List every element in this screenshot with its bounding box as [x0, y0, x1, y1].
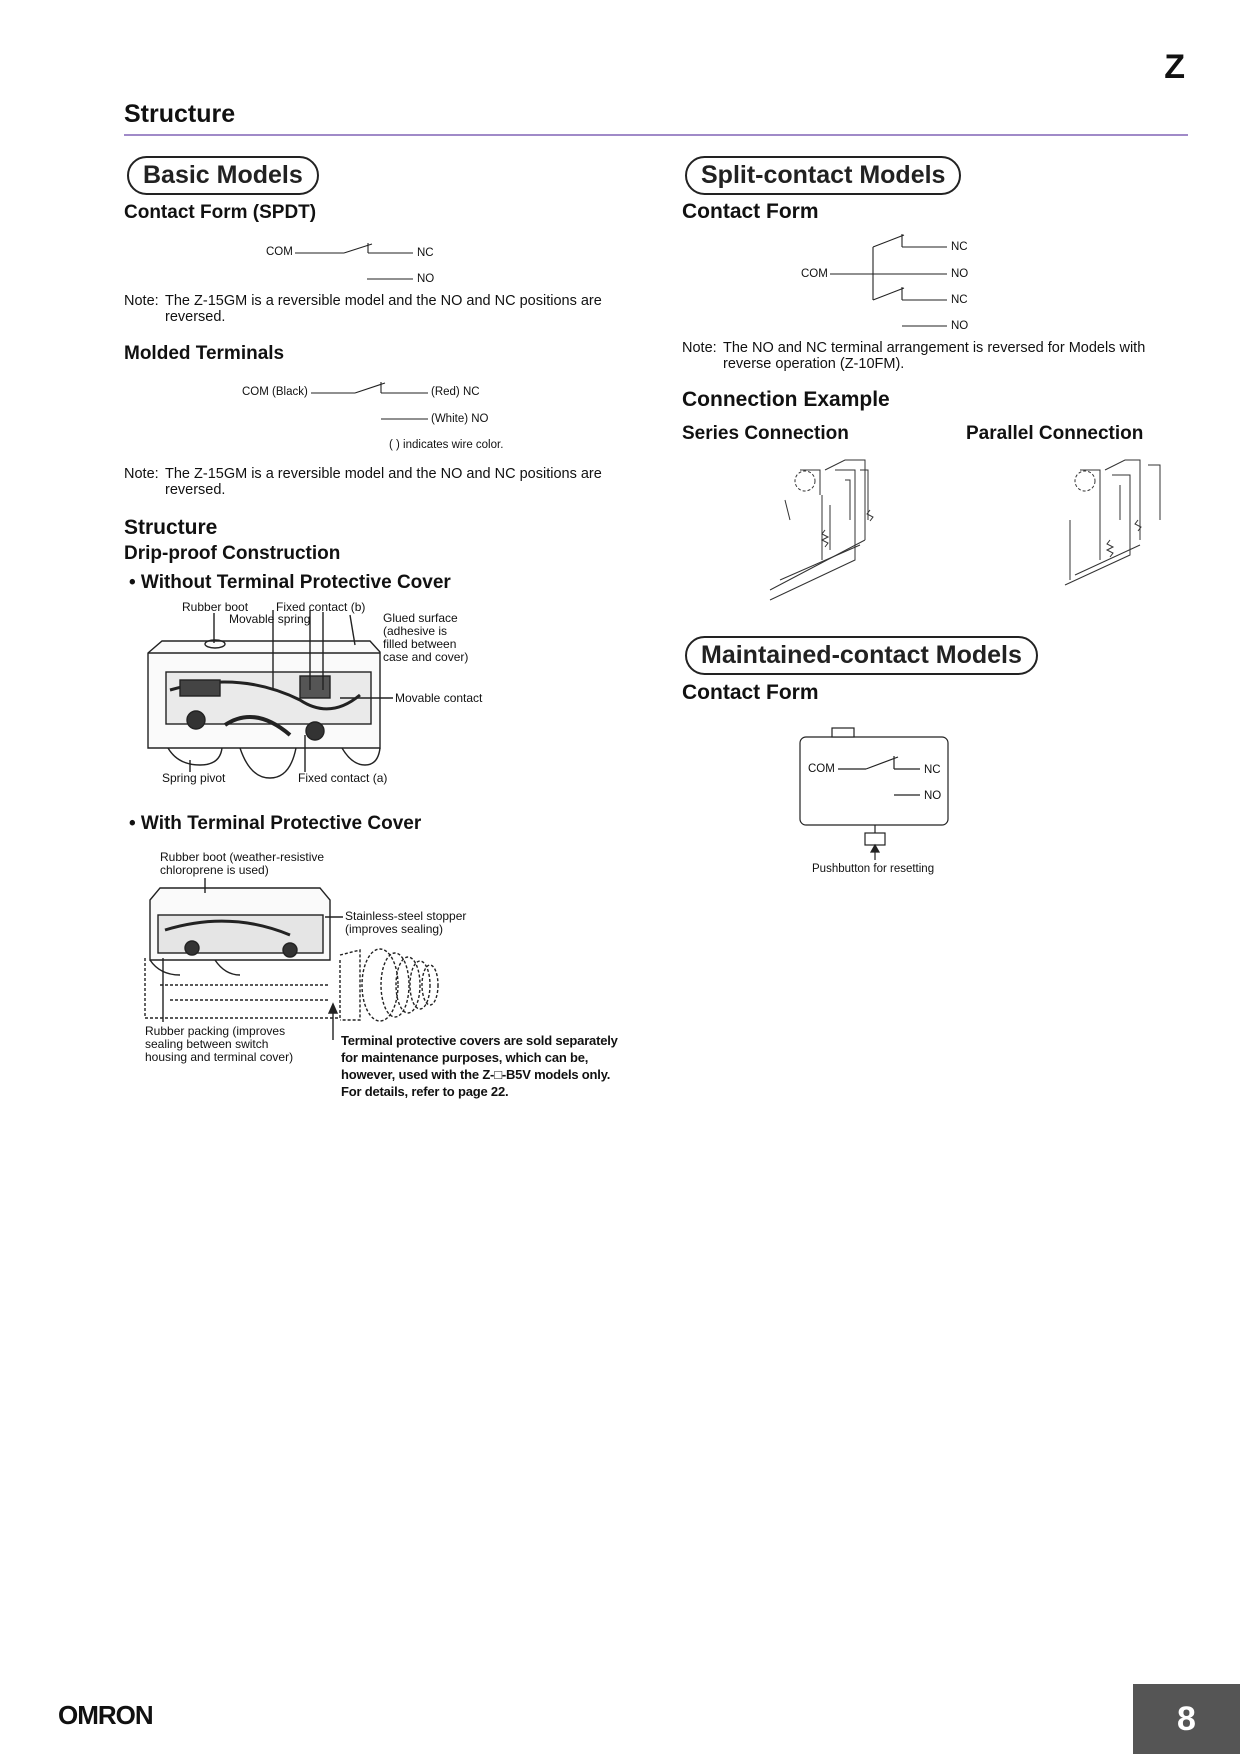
- split-contact-form-heading: Contact Form: [682, 200, 819, 223]
- series-connection-heading: Series Connection: [682, 423, 849, 444]
- fig1-rubber-boot-label: Rubber boot: [182, 600, 249, 614]
- note-2-line1: The Z-15GM is a reversible model and the NO and NC positions are: [165, 466, 602, 482]
- fig1-fixed-contact-b-label: Fixed contact (b): [276, 600, 366, 614]
- maintained-contact-form-heading: Contact Form: [682, 681, 819, 704]
- fig2-packing-line3: housing and terminal cover): [145, 1050, 294, 1064]
- page-title: Structure: [124, 100, 236, 128]
- fig2-cover-note-line4: For details, refer to page 22.: [341, 1084, 509, 1099]
- with-cover-heading: • With Terminal Protective Cover: [129, 813, 422, 834]
- note-2-label: Note:: [124, 466, 159, 482]
- split-terminal-4-label: NO: [951, 320, 969, 332]
- split-com-label: COM: [801, 268, 828, 280]
- split-terminal-3-label: NC: [951, 294, 968, 306]
- fig2-cover-note-line2: for maintenance purposes, which can be,: [341, 1050, 589, 1065]
- basic-models-heading: Basic Models: [127, 156, 319, 195]
- molded-nc-label: (Red) NC: [431, 386, 480, 398]
- molded-no-label: (White) NO: [431, 413, 489, 425]
- contact-form-spdt-heading: Contact Form (SPDT): [124, 202, 317, 223]
- split-note-label: Note:: [682, 340, 717, 356]
- maintained-nc-label: NC: [924, 764, 941, 776]
- pushbutton-label: Pushbutton for resetting: [812, 863, 935, 875]
- without-cover-heading: • Without Terminal Protective Cover: [129, 572, 451, 593]
- fig1-glued-line3: filled between: [383, 637, 457, 651]
- fig2-stopper-line1: Stainless-steel stopper: [345, 909, 467, 923]
- fig1-movable-spring-label: Movable spring: [229, 612, 311, 626]
- split-note-line1: The NO and NC terminal arrangement is reversed for Models with: [723, 340, 1146, 356]
- maintained-com-label: COM: [808, 763, 835, 775]
- spdt-com-label: COM: [266, 246, 293, 258]
- spdt-no-label: NO: [417, 273, 435, 285]
- drip-proof-heading: Drip-proof Construction: [124, 543, 341, 564]
- fig1-fixed-contact-a-label: Fixed contact (a): [298, 771, 388, 785]
- parallel-connection-heading: Parallel Connection: [966, 423, 1144, 444]
- note-1-line1: The Z-15GM is a reversible model and the NO and NC positions are: [165, 293, 602, 309]
- omron-logo: OMRON: [58, 1700, 153, 1730]
- note-1-label: Note:: [124, 293, 159, 309]
- maintained-no-label: NO: [924, 790, 942, 802]
- split-terminal-2-label: NO: [951, 268, 969, 280]
- fig1-glued-line1: Glued surface: [383, 611, 458, 625]
- split-terminal-1-label: NC: [951, 241, 968, 253]
- spdt-nc-label: NC: [417, 247, 434, 259]
- fig1-glued-line4: case and cover): [383, 650, 469, 664]
- fig1-movable-contact-label: Movable contact: [395, 691, 483, 705]
- fig2-stopper-line2: (improves sealing): [345, 922, 444, 936]
- fig2-boot-line2: chloroprene is used): [160, 863, 269, 877]
- structure-heading: Structure: [124, 516, 218, 539]
- note-2-line2: reversed.: [165, 482, 226, 498]
- connection-example-heading: Connection Example: [682, 388, 890, 411]
- section-letter: Z: [1164, 48, 1185, 86]
- fig2-cover-note-line1: Terminal protective covers are sold separately: [341, 1033, 618, 1048]
- split-note-line2: reverse operation (Z-10FM).: [723, 356, 905, 372]
- maintained-contact-models-heading: Maintained-contact Models: [685, 636, 1038, 675]
- note-1-line2: reversed.: [165, 309, 226, 325]
- page-number: 8: [1133, 1684, 1240, 1754]
- molded-com-label: COM (Black): [242, 386, 308, 398]
- fig2-boot-line1: Rubber boot (weather-resistive: [160, 850, 325, 864]
- fig2-packing-line1: Rubber packing (improves: [145, 1024, 286, 1038]
- fig2-packing-line2: sealing between switch: [145, 1037, 269, 1051]
- fig1-glued-line2: (adhesive is: [383, 624, 448, 638]
- split-contact-models-heading: Split-contact Models: [685, 156, 961, 195]
- fig1-spring-pivot-label: Spring pivot: [162, 771, 226, 785]
- wire-color-legend: ( ) indicates wire color.: [389, 439, 504, 451]
- molded-terminals-heading: Molded Terminals: [124, 343, 285, 364]
- fig2-cover-note-line3: however, used with the Z-□-B5V models only.: [341, 1067, 611, 1082]
